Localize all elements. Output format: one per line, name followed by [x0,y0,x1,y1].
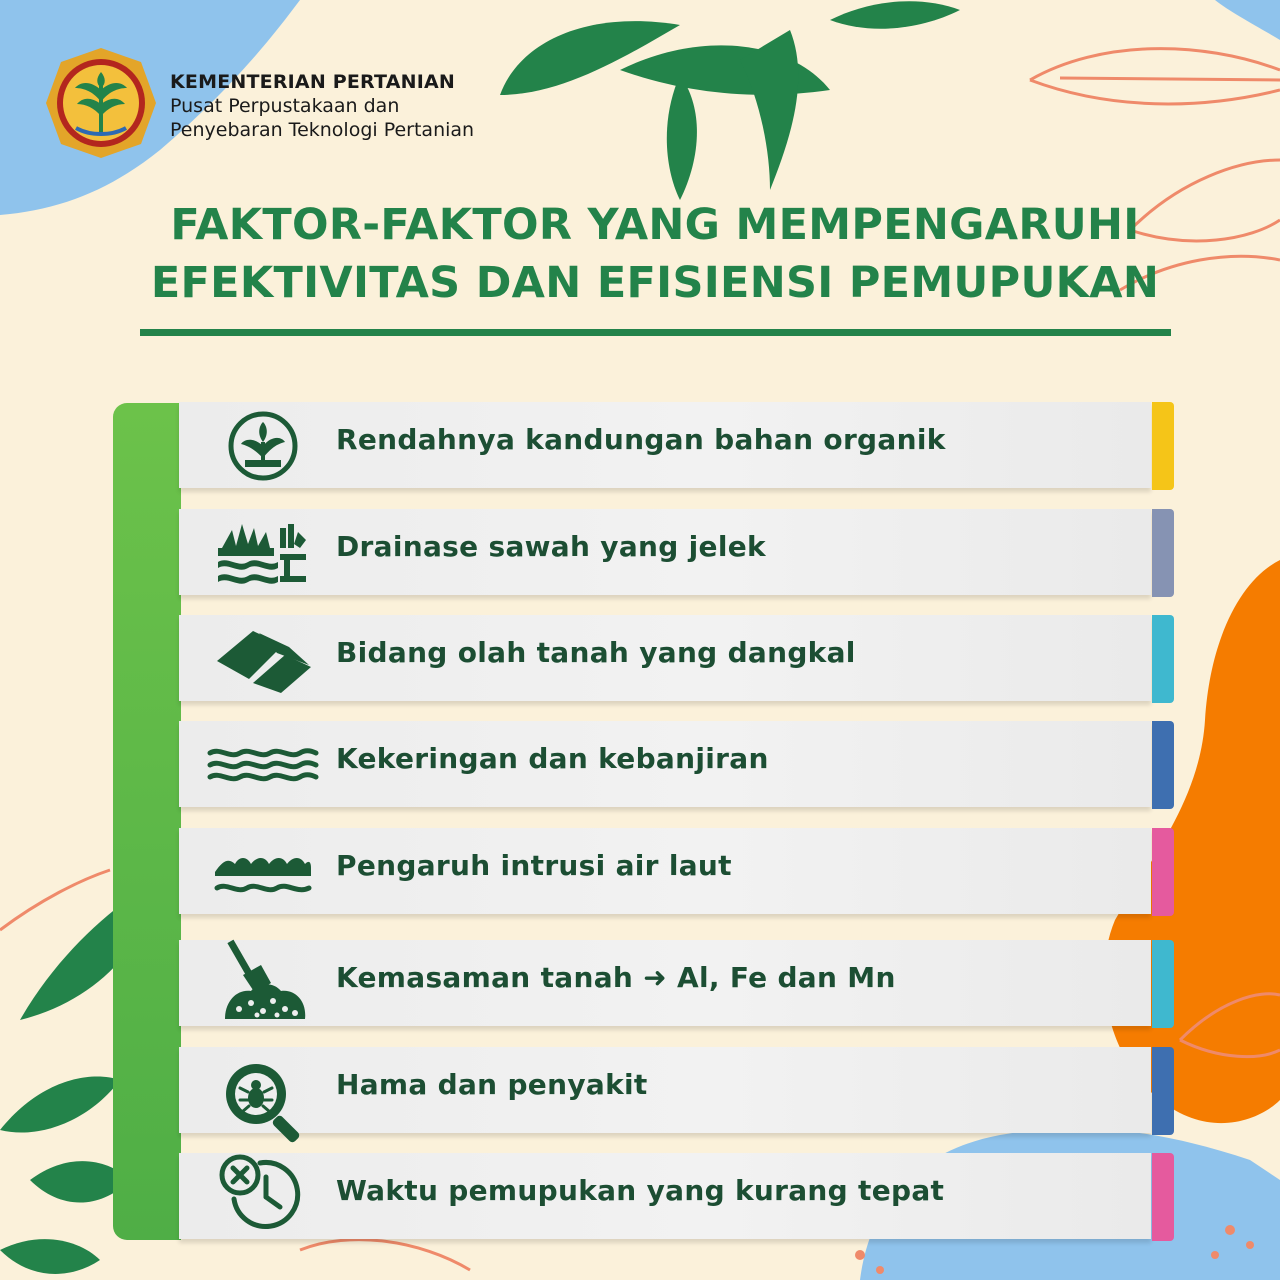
factor-item-drainage [179,509,1174,597]
factor-item-soil-acidity [179,940,1174,1028]
accent-tab [1152,1153,1174,1241]
land-plot-icon [213,623,313,695]
factor-item-shallow-tillage [179,615,1174,703]
unit-name-line2: Penyebaran Teknologi Pertanian [170,119,475,141]
clock-cancel-icon [218,1151,308,1231]
organization-name [170,70,550,142]
factor-label: Kemasaman tanah ➜ Al, Fe dan Mn [336,961,896,994]
plant-circle-icon [223,406,303,486]
factor-label: Waktu pemupukan yang kurang tepat [336,1174,945,1207]
blue-brush-shape [1215,0,1280,40]
green-leaves-top [500,1,960,200]
accent-tab [1152,940,1174,1028]
ministry-seal-icon [42,44,160,162]
unit-name-line1: Pusat Perpustakaan dan [170,95,400,117]
factor-item-fertilizing-time [179,1153,1174,1241]
factor-label: Rendahnya kandungan bahan organik [336,423,946,456]
page-title [0,196,1280,312]
accent-tab [1152,615,1174,703]
soil-shovel-icon [215,939,311,1025]
title-line2: EFEKTIVITAS DAN EFISIENSI PEMUPUKAN [150,258,1160,308]
factor-item-organic-matter [179,402,1174,490]
factor-label: Drainase sawah yang jelek [336,530,766,563]
accent-tab [1152,721,1174,809]
factor-item-pests [179,1047,1174,1135]
swamp-grass-icon [214,518,312,588]
accent-tab [1152,828,1174,916]
ministry-name: KEMENTERIAN PERTANIAN [170,71,455,93]
title-divider [140,329,1171,336]
factor-label: Pengaruh intrusi air laut [336,849,732,882]
title-line1: FAKTOR-FAKTOR YANG MEMPENGARUHI [170,200,1140,250]
pest-magnifier-icon [218,1056,308,1146]
factor-label: Kekeringan dan kebanjiran [336,742,769,775]
accent-tab [1152,402,1174,490]
water-waves-icon [206,745,320,785]
accent-tab [1152,509,1174,597]
factor-item-drought-flood [179,721,1174,809]
list-side-panel [113,403,181,1240]
sea-waves-icon [213,850,313,894]
factor-label: Hama dan penyakit [336,1068,648,1101]
factor-label: Bidang olah tanah yang dangkal [336,636,856,669]
factor-item-seawater-intrusion [179,828,1174,916]
accent-tab [1152,1047,1174,1135]
factor-bar [179,1047,1151,1133]
